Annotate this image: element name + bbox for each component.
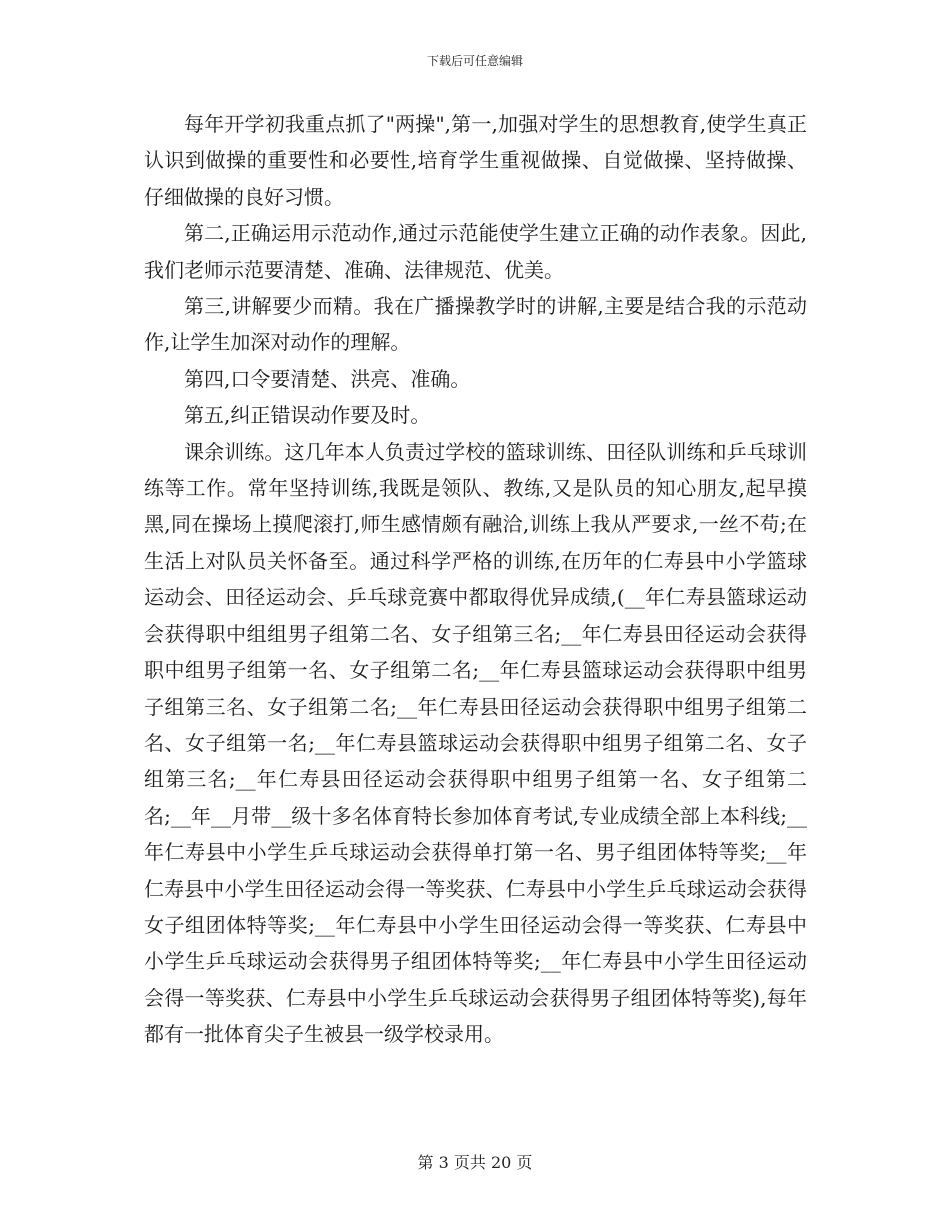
paragraph: 课余训练。这几年本人负责过学校的篮球训练、田径队训练和乒乓球训练等工作。常年坚持训练,我既是领队、教练,又是队员的知心朋友,起早摸黑,同在操场上摸爬滚打,师生感情颇有融洽,训练上我从严要求,一丝不苟;在生活上对队员关怀备至。通过科学严格的训练,在历年的仁寿县中小学篮球运动会、田径运动会、乒乓球竞赛中都取得优异成绩,(__年仁寿县篮球运动会获得职中组组男子组第二名、女子组第三名;__年仁寿县田径运动会获得职中组男子组第一名、女子组第二名;__年仁寿县篮球运动会获得职中组男子组第三名、女子组第二名;__年仁寿县田径运动会获得职中组男子组第二名、女子组第一名;__年仁寿县篮球运动会获得职中组男子组第二名、女子组第三名;__年仁寿县田径运动会获得职中组男子组第一名、女子组第二名;__年__月带__级十多名体育特长参加体育考试,专业成绩全部上本科线;__年仁寿县中小学生乒乓球运动会获得单打第一名、男子组团体特等奖;__年仁寿县中小学生田径运动会得一等奖获、仁寿县中小学生乒乓球运动会获得女子组团体特等奖;__年仁寿县中小学生田径运动会得一等奖获、仁寿县中小学生乒乓球运动会获得男子组团体特等奖;__年仁寿县中小学生田径运动会得一等奖获、仁寿县中小学生乒乓球运动会获得男子组团体特等奖),每年都有一批体育尖子生被县一级学校录用。	[144, 439, 807, 1047]
page-number: 第 3 页共 20 页	[417, 1153, 533, 1172]
document-body	[144, 106, 807, 1053]
page-header-note: 下载后可任意编辑	[426, 54, 523, 68]
paragraph: 第三,讲解要少而精。我在广播操教学时的讲解,主要是结合我的示范动作,让学生加深对动作的理解。	[144, 294, 807, 355]
paragraph: 第二,正确运用示范动作,通过示范能使学生建立正确的动作表象。因此,我们老师示范要清楚、准确、法律规范、优美。	[144, 221, 807, 282]
paragraph: 第四,口令要清楚、洪亮、准确。	[184, 366, 471, 391]
paragraph: 每年开学初我重点抓了"两操",第一,加强对学生的思想教育,使学生真正认识到做操的重要性和必要性,培育学生重视做操、自觉做操、坚持做操、仔细做操的良好习惯。	[144, 112, 807, 209]
paragraph: 第五,纠正错误动作要及时。	[184, 403, 431, 428]
